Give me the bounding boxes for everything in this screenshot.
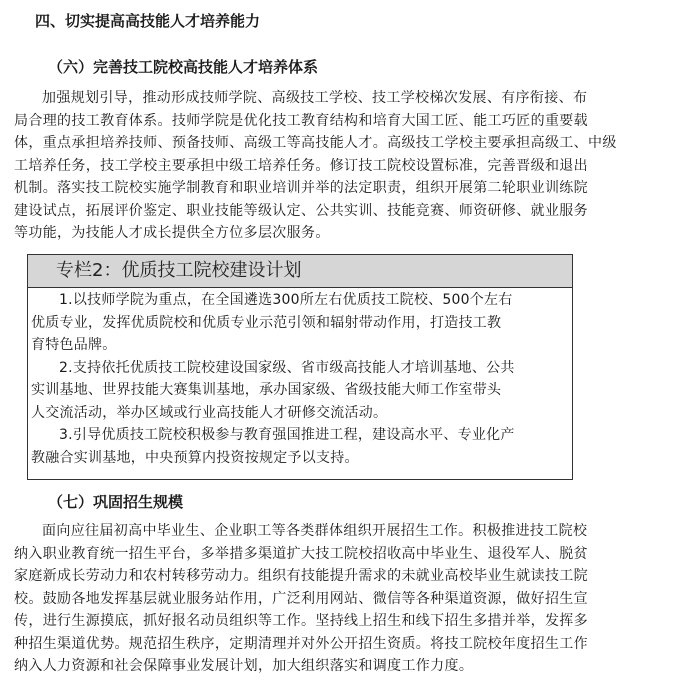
paragraph-line: 建设试点，拓展评价鉴定、职业技能等级认定、公共实训、技能竞赛、师资研修、就业服务 — [14, 202, 588, 219]
column-box-line: 育特色品牌。 — [31, 337, 117, 353]
paragraph-line: 局合理的技工教育体系。技师学院是优化技工教育结构和培育大国工匠、能工巧匠的重要载 — [14, 112, 588, 129]
column-box-line: 人交流活动，举办区域或行业高技能人才研修交流活动。 — [31, 404, 388, 421]
column-box-line: 3.引导优质技工院校积极参与教育强国推进工程，建设高水平、专业化产 — [59, 427, 515, 443]
column-box-line: 优质专业，发挥优质院校和优质专业示范引领和辐射带动作用，打造技工教 — [31, 314, 502, 331]
column-box-title: 专栏2：优质技工院校建设计划 — [28, 255, 572, 288]
subsection-heading-7: （七）巩固招生规模 — [48, 493, 184, 511]
column-box-line: 教融合实训基地，中央预算内投资按规定予以支持。 — [31, 449, 359, 466]
paragraph-line: 面向应往届初高中毕业生、企业职工等各类群体组织开展招生工作。积极推进技工院校 — [42, 523, 588, 539]
column-box-line: 2.支持依托优质技工院校建设国家级、省市级高技能人才培训基地、公共 — [59, 359, 515, 376]
paragraph-line: 家庭新成长劳动力和农村转移劳动力。组织有技能提升需求的未就业高校毕业生就读技工院 — [14, 568, 588, 584]
column-box-line: 1.以技师学院为重点，在全国遴选300所左右优质技工院校、500个左右 — [59, 292, 513, 308]
column-box-line: 实训基地、世界技能大赛集训基地，承办国家级、省级技能大师工作室带头 — [31, 382, 502, 398]
paragraph-7 — [14, 520, 674, 678]
paragraph-6 — [14, 87, 674, 245]
column-box-body — [28, 289, 572, 469]
paragraph-line: 工培养任务，技工学校主要承担中级工培养任务。修订技工院校设置标准，完善晋级和退出 — [14, 157, 588, 174]
subsection-heading-6: （六）完善技工院校高技能人才培养体系 — [48, 58, 319, 76]
paragraph-line: 等功能，为技能人才成长提供全方位多层次服务。 — [14, 225, 330, 241]
paragraph-line: 校。鼓励各地发挥基层就业服务站作用，广泛利用网站、微信等各种渠道资源，做好招生宣 — [14, 590, 588, 607]
paragraph-line: 机制。落实技工院校实施学制教育和职业培训并举的法定职责，组织开展第二轮职业训练院 — [14, 180, 588, 196]
paragraph-line: 种招生渠道优势。规范招生秩序，定期清理并对外公开招生资质。将技工院校年度招生工作 — [14, 635, 588, 652]
section-heading: 四、切实提高高技能人才培养能力 — [35, 12, 261, 30]
paragraph-line: 加强规划引导，推动形成技师学院、高级技工学校、技工学校梯次发展、有序衔接、布 — [42, 90, 588, 106]
paragraph-line: 纳入人力资源和社会保障事业发展计划，加大组织落实和调度工作力度。 — [14, 658, 474, 674]
paragraph-line: 传，进行生源摸底，抓好报名动员组织等工作。坚持线上招生和线下招生多措并举，发挥多 — [14, 613, 588, 629]
column-box — [27, 254, 573, 480]
paragraph-line: 纳入职业教育统一招生平台，多举措多渠道扩大技工院校招收高中毕业生、退役军人、脱贫 — [14, 545, 588, 562]
paragraph-line: 体，重点承担培养技师、预备技师、高级工等高技能人才。高级技工学校主要承担高级工、中级 — [14, 135, 617, 151]
